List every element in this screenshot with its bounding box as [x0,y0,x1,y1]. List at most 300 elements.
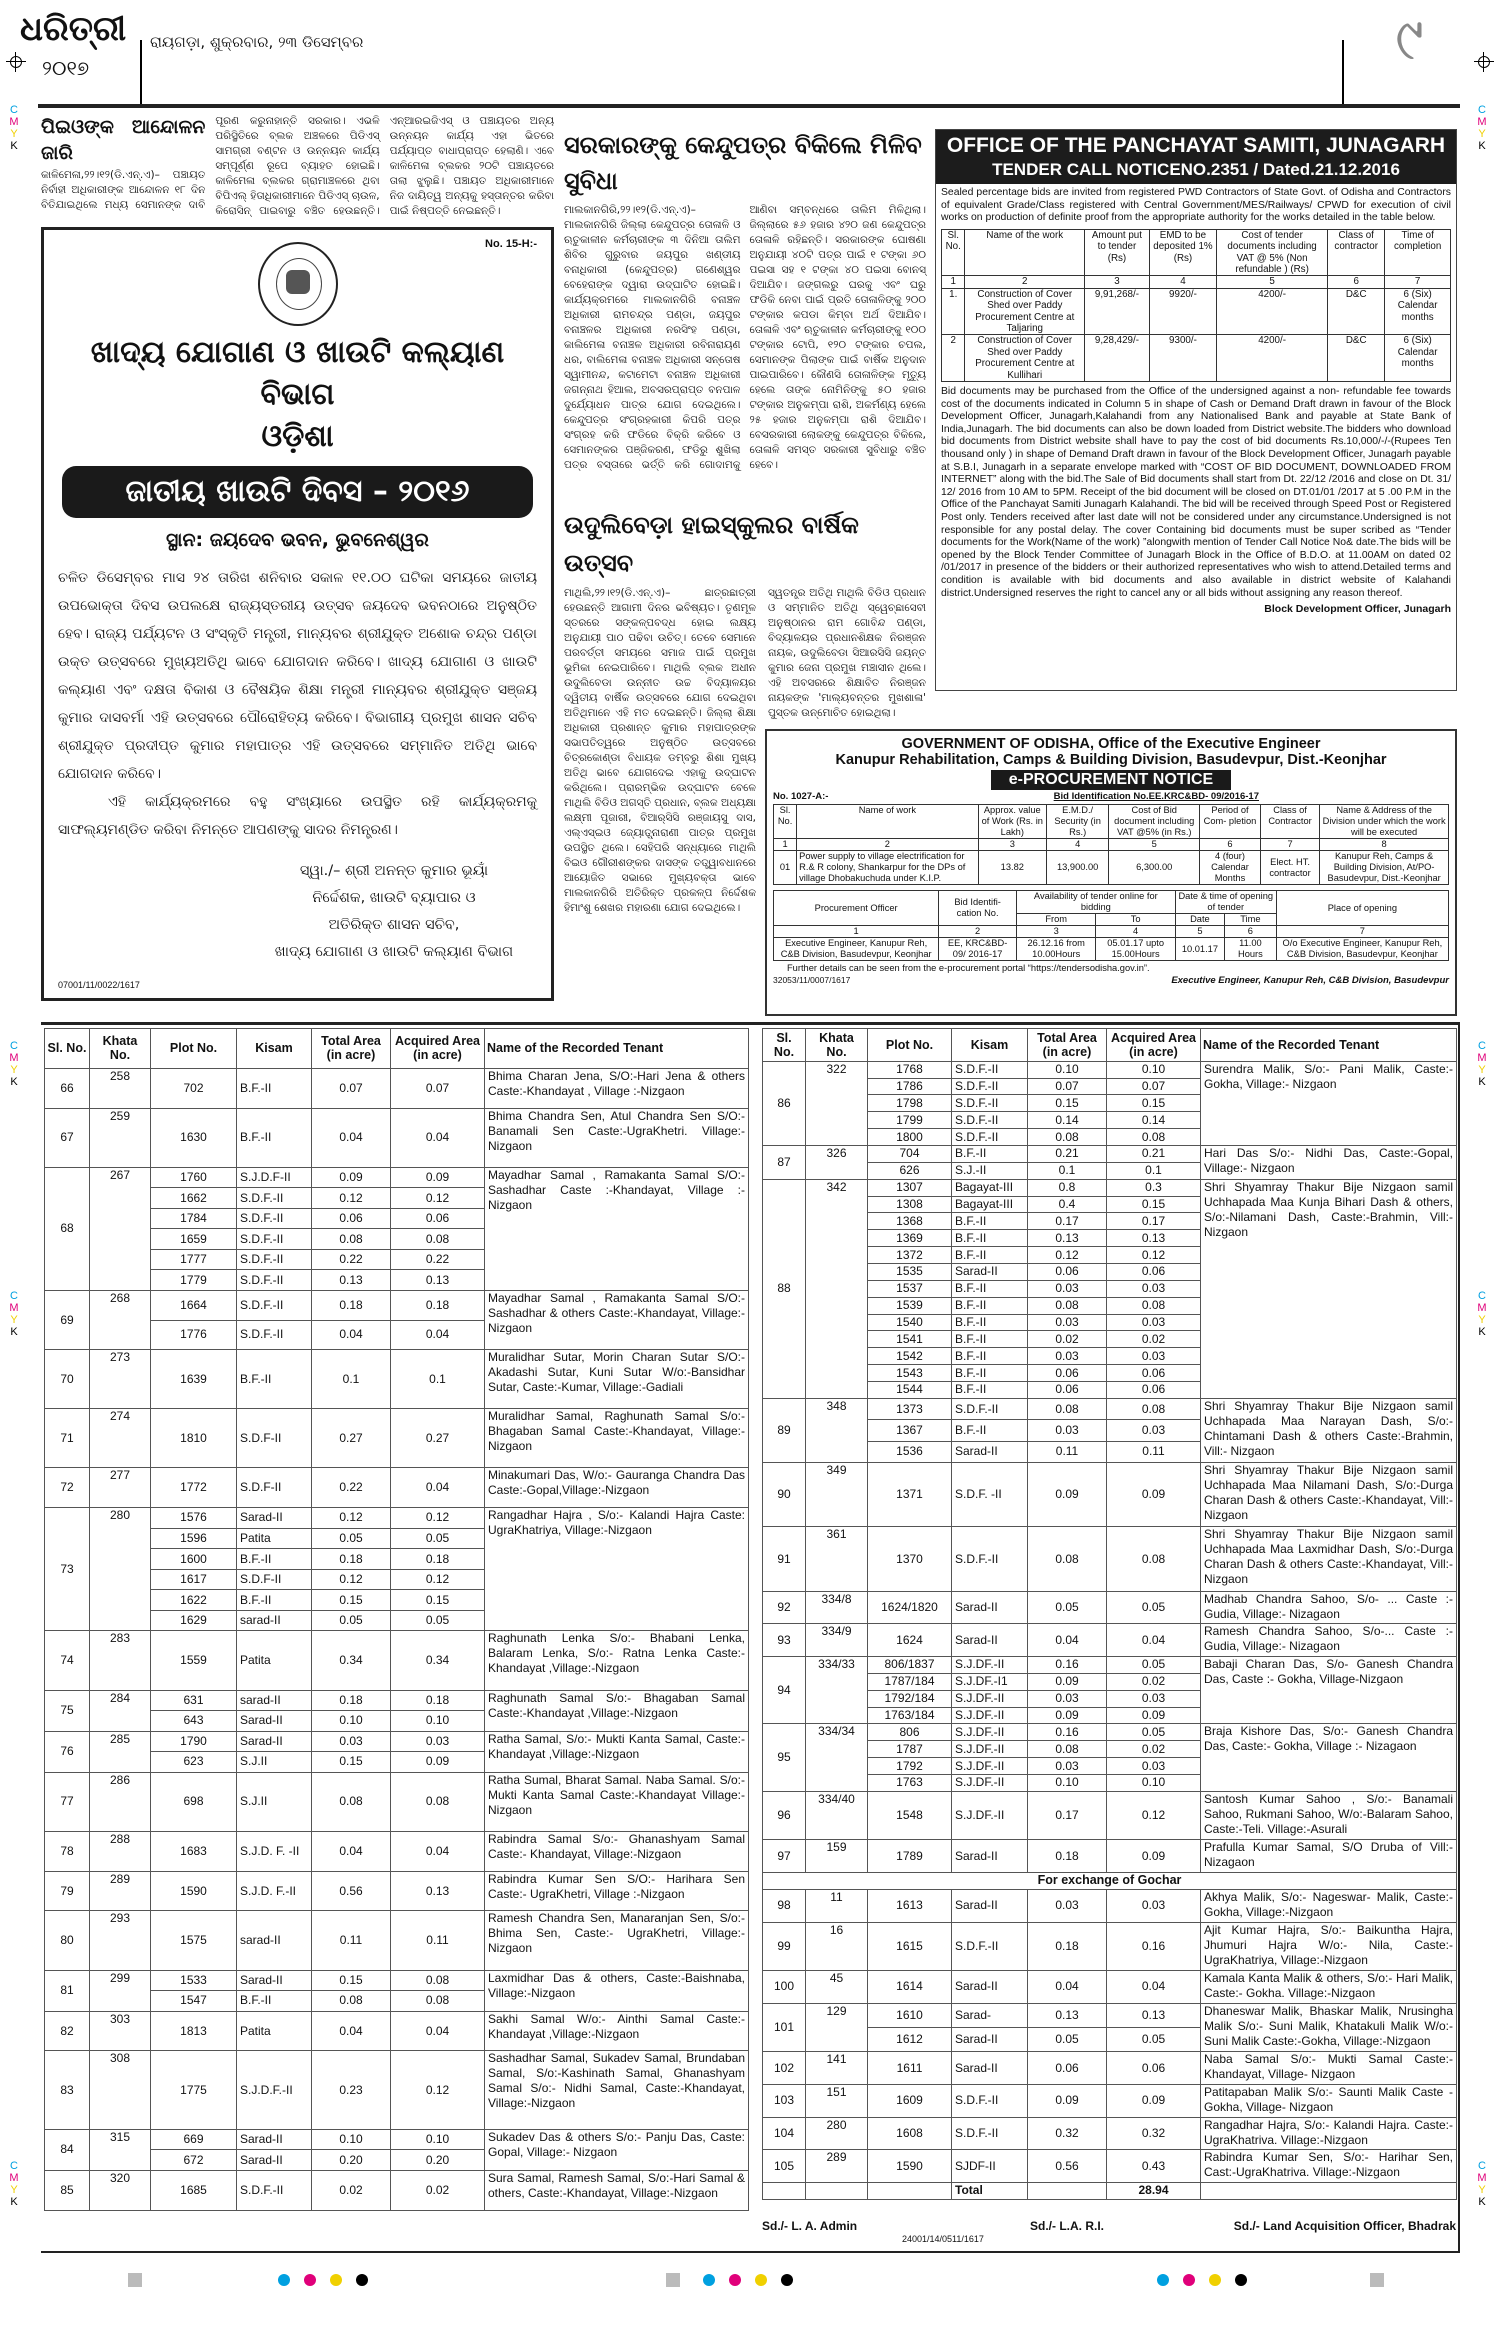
kisam: S.J.D. F. -II [237,1831,312,1871]
e-procurement-notice [765,729,1457,1016]
masthead-year: ୨୦୧୭ [42,56,90,80]
table-row [45,1631,749,1690]
plot-number: 1662 [151,1188,237,1209]
acquired-area: 0.13 [1107,1230,1201,1247]
acquired-area: 0.05 [1107,1591,1201,1624]
cmyk-mark [1476,1290,1488,1338]
kisam: B.F.-II [952,1297,1028,1314]
cmyk-letter: C [10,1040,18,1052]
cmyk-letter: K [10,2196,18,2208]
plot-number: 1575 [151,1911,237,1970]
total-area: 0.08 [1028,1129,1107,1146]
plot-number: 702 [151,1068,237,1108]
kisam: Sarad-II [952,1624,1028,1657]
acquired-area: 0.05 [1107,1657,1201,1674]
divider [1342,40,1344,108]
tenant-name: Sakhi Samal W/o:- Ainthi Samal Caste:-Khandayat ,Village:-Nizgaon [485,2011,749,2051]
acquired-area: 0.09 [1107,1840,1201,1873]
acquired-area: 0.15 [1107,1095,1201,1112]
khata-number: 303 [90,2011,151,2051]
plot-number: 1617 [151,1569,237,1590]
kisam: B.F.-II [952,1280,1028,1297]
cmyk-letter: K [1478,1326,1486,1338]
kisam: B.F.-II [237,1108,312,1167]
land-table-left [44,1028,749,2211]
total-area: 0.05 [1028,1591,1107,1624]
color-dot [278,2274,290,2286]
khata-number: 349 [806,1463,868,1527]
total-area: 0.56 [312,1871,391,1911]
plot-number: 1624/1820 [868,1591,952,1624]
serial-number: 97 [763,1840,806,1873]
tenant-name: Sukadev Das & others S/o:- Panju Das, Caste: Gopal, Village:- Nizgaon [485,2129,749,2170]
kisam: Sarad-II [952,1263,1028,1280]
serial-number: 82 [45,2011,90,2051]
table-row [45,1970,749,1991]
registration-mark [1474,52,1494,72]
tenant-name: Mayadhar Samal , Ramakanta Samal S/O:-Sashadhar & others Caste:-Khandayat, Village:-Nizgaon [485,1291,749,1350]
acquired-area: 0.43 [1107,2150,1201,2183]
acquired-area: 0.13 [391,1871,485,1911]
acquired-area: 0.22 [391,1249,485,1270]
serial-number: 73 [45,1508,90,1631]
total-area: 0.23 [312,2051,391,2129]
khata-number: 289 [90,1871,151,1911]
table-row [763,2052,1457,2085]
tenant-name: Surendra Malik, S/o:- Pani Malik, Caste:-Gokha, Village:- Nizgaon [1201,1061,1457,1145]
plot-number: 1772 [151,1468,237,1508]
acquired-area: 0.10 [1107,1061,1201,1078]
total-area: 0.1 [1028,1162,1107,1179]
plot-number: 1685 [151,2170,237,2210]
column-number: 2 [965,276,1085,288]
plot-number: 1372 [868,1247,952,1264]
acquired-area: 0.06 [1107,1382,1201,1399]
serial-number: 105 [763,2150,806,2183]
table-row [45,1167,749,1188]
cmyk-letter: Y [1478,2184,1486,2196]
plot-number: 1629 [151,1610,237,1631]
column-header: Class of contractor [1328,229,1385,276]
serial-number: 77 [45,1772,90,1831]
column-header: Cost of tender documents including VAT @ 5% (Non refundable ) (Rs) [1217,229,1328,276]
total-area: 0.04 [312,1320,391,1350]
total-area: 0.13 [312,1270,391,1291]
kisam: Bagayat-III [952,1179,1028,1196]
color-dot [703,2274,715,2286]
kisam: S.D.F. -II [952,1463,1028,1527]
table-row [45,1871,749,1911]
acquired-area: 0.02 [391,2170,485,2210]
total-area: 0.06 [312,1208,391,1229]
plot-number: 1547 [151,1991,237,2012]
signatory-name: ସ୍ୱା./– ଶ୍ରୀ ଅନନ୍ତ କୁମାର ଭୂୟାଁ [299,863,489,879]
table-header-row [45,1029,749,1069]
kisam: S.D.F.-II [952,2117,1028,2150]
table-row [45,2011,749,2051]
state-title: ଓଡ଼ିଶା [261,419,334,454]
serial-number: 102 [763,2052,806,2085]
acquired-area: 0.15 [1107,1196,1201,1213]
plot-number: 1614 [868,1971,952,2004]
tenant-name: Muralidhar Sutar, Morin Charan Sutar S/O:-Akadashi Sutar, Kuni Sutar W/o:-Bansidhar Sutar, Caste:-Kumar, Village:-Gadiali [485,1350,749,1409]
acquired-area: 0.08 [1107,1129,1201,1146]
acquired-area: 0.10 [391,2129,485,2150]
cmyk-letter: C [1478,1040,1486,1052]
serial-number: 84 [45,2129,90,2170]
plot-number: 698 [151,1772,237,1831]
section-label: For exchange of Gochar [763,1873,1457,1890]
kisam: S.J.DF.-II [952,1657,1028,1674]
headline: ଉଦୁଲିବେଡ଼ା ହାଇସ୍କୁଲର ବାର୍ଷିକ ଉତ୍ସବ [564,511,859,577]
serial-number: 86 [763,1061,806,1145]
ad-code: 07001/11/0022/1617 [58,980,140,990]
headline: ସରକାରଙ୍କୁ କେନ୍ଦୁପତ୍ର ବିକିଲେ ମିଳିବ ସୁବିଧା [564,131,922,195]
plot-number: 1787/184 [868,1673,952,1690]
column-number-row [942,276,1451,288]
total-area: 0.04 [1028,1624,1107,1657]
plot-number: 1799 [868,1112,952,1129]
kisam: S.D.F.-II [952,1061,1028,1078]
total-area: 0.12 [312,1569,391,1590]
table-row [45,1409,749,1468]
kisam: B.F.-II [952,1247,1028,1264]
column-number: 5 [1217,276,1328,288]
table-row [763,2150,1457,2183]
tenant-name: Sura Samal, Ramesh Samal, S/o:-Hari Samal & others, Caste:-Khandayat, Village:-Nizgaon [485,2170,749,2210]
kisam: S.D.F-II [237,1409,312,1468]
color-dot [304,2274,316,2286]
gray-patch [1370,2273,1384,2287]
khata-number: 285 [90,1731,151,1772]
total-area: 0.08 [312,1772,391,1831]
table-cell: Executive Engineer, Kanupur Reh, C&B Division, Basudevpur, Keonjhar [774,938,939,961]
total-area: 0.12 [312,1508,391,1529]
tenant-name: Akhya Malik, S/o:- Nageswar- Malik, Caste:- Gokha, Village:-Nizgaon [1201,1889,1457,1922]
cmyk-letter: K [1478,2196,1486,2208]
acquired-area: 0.09 [391,1752,485,1773]
table-row [45,2051,749,2129]
kisam: S.J.-II [952,1162,1028,1179]
empty-cell [868,2182,952,2199]
plot-number: 1542 [868,1348,952,1365]
column-number: 1 [942,276,965,288]
serial-number: 90 [763,1463,806,1527]
column-number: 7 [1276,926,1448,938]
acquired-area: 0.08 [391,1229,485,1250]
kisam: B.F.-II [237,1549,312,1570]
total-area: 0.04 [1028,1971,1107,2004]
table-row [45,1508,749,1529]
plot-number: 704 [868,1145,952,1162]
plot-number: 1613 [868,1889,952,1922]
kisam: B.F.-II [952,1348,1028,1365]
table-row [45,1468,749,1508]
empty-cell [1028,2182,1107,2199]
kisam: Sarad-II [237,1508,312,1529]
khata-number: 322 [806,1061,868,1145]
tenant-name: Dhaneswar Malik, Bhaskar Malik, Nrusingha Malik S/o:- Suni Malik, Khatakuli Malik W/o:- Suni Malik Caste:-Gokha, Village:-Nizgaon [1201,2003,1457,2051]
cmyk-letter: C [1478,1290,1486,1302]
cmyk-letter: M [9,116,19,128]
total-area: 0.27 [312,1409,391,1468]
acquired-area: 0.02 [1107,1331,1201,1348]
total-area: 0.09 [1028,1463,1107,1527]
acquired-area: 0.15 [391,1590,485,1611]
serial-number: 98 [763,1889,806,1922]
total-area: 0.4 [1028,1196,1107,1213]
acquired-area: 0.13 [1107,2003,1201,2027]
plot-number: 1622 [151,1590,237,1611]
kisam: Sarad-II [952,1591,1028,1624]
table-row [45,1911,749,1970]
table-row [763,1179,1457,1196]
khata-number: 334/34 [806,1724,868,1791]
total-area: 0.08 [1028,1297,1107,1314]
acquired-area: 0.11 [391,1911,485,1970]
plot-number: 1664 [151,1291,237,1321]
plot-number: 1539 [868,1297,952,1314]
column-number: 2 [939,926,1017,938]
consumer-day-advertisement [41,227,554,1001]
acquired-area: 0.04 [391,1468,485,1508]
acquired-area: 0.16 [1107,1922,1201,1970]
total-area: 0.08 [1028,1398,1107,1419]
total-area: 0.12 [312,1188,391,1209]
cmyk-letter: Y [1478,128,1486,140]
serial-number: 95 [763,1724,806,1791]
signatory-title: ନିର୍ଦ୍ଦେଶକ, ଖାଉଟି ବ୍ୟାପାର ଓ [312,890,476,906]
tenant-name: Shri Shyamray Thakur Bije Nizgaon samil Uchhapada Maa Narayan Dash, S/o:-Chintamani Dash & others Caste:-Brahmin, Vill:- Nizgaon [1201,1398,1457,1462]
serial-number: 74 [45,1631,90,1690]
column-header: Bid Identifi- cation No. [939,891,1017,926]
acquired-area: 0.11 [1107,1441,1201,1462]
plot-number: 1810 [151,1409,237,1468]
acquired-area: 0.08 [1107,1297,1201,1314]
serial-number: 78 [45,1831,90,1871]
signature-la-ri: Sd./- L.A. R.I. [1030,2219,1104,2233]
plot-number: 1371 [868,1463,952,1527]
cmyk-mark [8,1040,20,1088]
total-area: 0.04 [312,1108,391,1167]
table-cell: EE, KRC&BD- 09/ 2016-17 [939,938,1017,961]
total-area: 0.13 [1028,2003,1107,2027]
plot-number: 1600 [151,1549,237,1570]
table-row [763,1463,1457,1527]
acquired-area: 0.05 [391,1610,485,1631]
plot-number: 1537 [868,1280,952,1297]
tender-header [936,130,1456,184]
bid-identification: Bid Identification No.EE.KRC&BD- 09/2016-17 [1053,791,1259,802]
cmyk-letter: M [9,1302,19,1314]
acquired-area: 0.03 [1107,1889,1201,1922]
kisam: S.J.D.F.-II [237,2051,312,2129]
plot-number: 1367 [868,1420,952,1441]
cmyk-letter: M [1477,116,1487,128]
kisam: B.F.-II [237,1068,312,1108]
table-row [763,1061,1457,1078]
serial-number: 93 [763,1624,806,1657]
color-dot [1209,2274,1221,2286]
total-area: 0.21 [1028,1145,1107,1162]
empty-cell [806,2182,868,2199]
newspaper-logo: ଧରିତ୍ରୀ [20,9,127,49]
serial-number: 68 [45,1167,90,1290]
total-area: 0.1 [312,1350,391,1409]
total-area: 0.18 [312,1690,391,1711]
table-cell: 13.82 [978,851,1046,885]
khata-number: 280 [90,1508,151,1631]
kisam: Sarad-II [237,1731,312,1752]
plot-number: 1536 [868,1441,952,1462]
header-rule [38,104,1460,108]
tenant-name: Muralidhar Samal, Raghunath Samal S/o:-Bhagaban Samal Caste:-Khandayat, Village:-Nizgaon [485,1409,749,1468]
total-area: 0.04 [312,1831,391,1871]
serial-number: 69 [45,1291,90,1350]
column-header: Approx. value of Work (Rs. in Lakh) [978,805,1046,839]
tenant-name: Ramesh Chandra Sen, Manaranjan Sen, S/o:-Bhima Sen, Caste:- UgraKhetri, Village:-Nizgaon [485,1911,749,1970]
acquired-area: 0.18 [391,1690,485,1711]
serial-number: 71 [45,1409,90,1468]
table-row [774,851,1449,885]
acquired-area: 0.09 [1107,2084,1201,2117]
plot-number: 1777 [151,1249,237,1270]
khata-number: 293 [90,1911,151,1970]
total-area: 0.03 [1028,1758,1107,1775]
khata-number: 342 [806,1179,868,1398]
table-cell: Power supply to village electrification for R.& R colony, Shankarpur for the DPs of village Dhobakuchuda under K.I.P. [797,851,978,885]
khata-number: 326 [806,1145,868,1179]
column-header: Time [1225,914,1277,926]
color-dot [1183,2274,1195,2286]
serial-number: 96 [763,1791,806,1839]
kisam: S.D.F.-II [237,1188,312,1209]
column-header: EMD to be deposited 1% (Rs) [1149,229,1216,276]
plot-number: 1760 [151,1167,237,1188]
dateline: ରାୟଗଡ଼ା, ଶୁକ୍ରବାର, ୨୩ ଡିସେମ୍ବର [150,33,364,51]
acquired-area: 0.09 [1107,1707,1201,1724]
total-area: 0.10 [312,2129,391,2150]
plot-number: 1611 [868,2052,952,2085]
kisam: Sarad-II [952,2027,1028,2051]
tenant-name: Ramesh Chandra Sahoo, S/o-... Caste :-Gudia, Village:- Nizagaon [1201,1624,1457,1657]
total-area: 0.18 [312,1549,391,1570]
khata-number: 258 [90,1068,151,1108]
total-area: 0.22 [312,1249,391,1270]
cmyk-letter: Y [10,1314,18,1326]
acquired-area: 0.18 [391,1549,485,1570]
acquired-area: 0.1 [391,1350,485,1409]
tenant-name: Kamala Kanta Malik & others, S/o:- Hari Malik, Caste:- Gokha. Village:-Nizgaon [1201,1971,1457,2004]
total-area: 0.08 [312,1991,391,2012]
acquired-area: 0.27 [391,1409,485,1468]
kisam: S.D.F.-II [237,1229,312,1250]
tenant-name: Ajit Kumar Hajra, S/o:- Baikuntha Hajra, Jhumuri Hajra W/o:- Nila, Caste:-UgraKhatriya, Village:-Nizgaon [1201,1922,1457,1970]
table-row [763,1624,1457,1657]
ad-signature [244,858,544,966]
khata-number: 286 [90,1772,151,1831]
plot-number: 1590 [151,1871,237,1911]
acquired-area: 0.04 [1107,1971,1201,2004]
article-body: ମାଲକାନଗିରି,୨୨।୧୨(ଡି.ଏନ୍.ଏ)– ମାଲକାନଗିରି ଜିଲ୍ଲା କେନ୍ଦୁପତ୍ର ତୋଳାଳି ଓ ଋତୁକାଳୀନ କର୍ମଚାରୀଙ୍କ ୩ ଦିନିଆ ତାଲିମ ଶିବିର ଗୁରୁବାର ଜୟପୁର ଖଣ୍ଡୀୟ ବନାଧିକାରୀ (କେନ୍ଦୁପତ୍ର) ଗଣେଶ୍ୱର ବେହେରାଙ୍କ ଦ୍ୱାରା ଉଦ୍‌ଘାଟିତ ହୋଇଛି। କାର୍ଯ୍ୟକ୍ରମରେ ମାଲକାନଗିରି ବନାଞ୍ଚଳ ଅଧିକାରୀ ରାମଚନ୍ଦ୍ର ପଣ୍ଡା, ଜୟପୁର ବନାଞ୍ଚଳର ଅଧିକାରୀ ନରସିଂହ ପଣ୍ଡା, କାଲିମେଳା ବନାଞ୍ଚଳ ଅଧିକାରୀ ରବିନାରାୟଣ ଧର, ବାଲିମେଳା ବନାଞ୍ଚଳ ଅଧିକାରୀ ସନ୍ତୋଷ ସ୍ୱାମୀନନ୍ଦ, କଟାମେଟା ବନାଞ୍ଚଳ ଅଧିକାରୀ ଜଗନ୍ନାଥ ହିଆଲ, ଅବସରପ୍ରାପ୍ତ ବନପାଳ ଦୁର୍ଯ୍ୟୋଧନ ପାତ୍ର ଯୋଗ ଦେଇଥିଲେ। କେନ୍ଦୁପତ୍ର ସଂଗ୍ରହକାରୀ କିପରି ପତ୍ର ସଂଗ୍ରହ କରି ଫଡିରେ ବିକ୍ରି କରିବେ ଓ ସେମାନଙ୍କର ପଞ୍ଜିକରଣ, ଫଡିରୁ ଶୁଖିଲା ପତ୍ର ବସ୍ତାରେ ଭର୍ତ୍ତି କରି ଗୋଦାମକୁ ଆଣିବା ସମ୍ବନ୍ଧରେ ତାଲିମ ମିଳିଥିଲା। ଜିଲ୍ଲାରେ ୫୬ ହଜାର ୪୨୦ ଜଣ କେନ୍ଦୁପତ୍ର ତୋଳାଳି ରହିଛନ୍ତି। ସରକାରଙ୍କ ଘୋଷଣା ଅନୁଯାୟୀ ୪୦ଟି ପତ୍ର ପାଇଁ ୧ ଟଙ୍କା ୬୦ ପଇସା ସହ ୧ ଟଙ୍କା ୪୦ ପଇସା ବୋନସ୍ ଦିଆଯିବ। ଜଙ୍ଗଲରୁ ଘରକୁ ଏବଂ ଘରୁ ଫଡିକି ନେବା ପାଇଁ ପ୍ରତି ତୋଳାଳିଙ୍କୁ ୨୦୦ ଟଙ୍କାର କପଡା କିମ୍ବା ଅର୍ଥ ଦିଆଯିବ। ତୋଳାଳି ଏବଂ ଋତୁକାଳୀନ କର୍ମଚାରୀଙ୍କୁ ୧୦୦ ଟଙ୍କାର ଟୋପି, ୧୨୦ ଟଙ୍କାର ଚପଲ, ସେମାନଙ୍କ ପିଲାଙ୍କ ପାଇଁ ବାର୍ଷିକ ଅନୁଦାନ ପାଇପାରିବେ। କୌଣସି ତୋଳାଳିଙ୍କ ମୃତ୍ୟୁ ହେଲେ ତାଙ୍କ ନୋମିନିଙ୍କୁ ୫୦ ହଜାର ଟଙ୍କାର ଅନୁକମ୍ପା ରାଶି, ଅକର୍ମଣ୍ୟ ହେଲେ ୨୫ ହଜାର ଅନୁକମ୍ପା ରାଶି ଦିଆଯିବ। ବେସରକାରୀ ଲୋକଙ୍କୁ କେନ୍ଦୁପତ୍ର ବିକିଲେ, ତୋଳାଳି ସମସ୍ତ ସରକାରୀ ସୁବିଧାରୁ ବଞ୍ଚିତ ହେବେ। [564,204,926,471]
serial-number: 101 [763,2003,806,2051]
total-area: 0.18 [312,1291,391,1321]
table-row [45,1108,749,1167]
ad-body [58,564,537,844]
column-number-row [774,926,1449,938]
acquired-area: 0.04 [391,1320,485,1350]
column-number: 5 [1175,926,1224,938]
acquired-area: 0.20 [391,2150,485,2171]
table-cell: Elect. HT. contractor [1260,851,1319,885]
kisam: Patita [237,2011,312,2051]
acquired-area: 0.21 [1107,1145,1201,1162]
table-row [763,2117,1457,2150]
kisam: Sarad-II [952,1840,1028,1873]
tender-intro: Sealed percentage bids are invited from registered PWD Contractors of State Govt. of Odisha and Contractors of equivalent Grade/Class registered with Central Government/MES/Railways/ CPWD for execution of civil works on production of definite proof from the appropriate authority for the works detailed in the table below. [941,187,1451,224]
total-area: 0.03 [1028,1314,1107,1331]
table-cell: 10.01.17 [1175,938,1224,961]
acquired-area: 0.07 [1107,1078,1201,1095]
signatory-title: ଅତିରିକ୍ତ ଶାସନ ସଚିବ, [328,917,460,933]
acquired-area: 0.12 [391,1188,485,1209]
acquired-area: 0.13 [391,1270,485,1291]
serial-number: 70 [45,1350,90,1409]
plot-number: 1559 [151,1631,237,1690]
kisam: B.F.-II [237,1350,312,1409]
khata-number: 308 [90,2051,151,2129]
total-area: 0.05 [312,1610,391,1631]
acquired-area: 0.03 [1107,1314,1201,1331]
kisam: B.F.-II [952,1420,1028,1441]
column-number: 6 [1225,926,1277,938]
column-number: 6 [1200,839,1261,851]
kisam: Patita [237,1528,312,1549]
acquired-area: 0.04 [1107,1624,1201,1657]
kisam: B.F.-II [952,1230,1028,1247]
serial-number: 79 [45,1871,90,1911]
cmyk-letter: C [10,1290,18,1302]
khata-number: 268 [90,1291,151,1350]
plot-number: 1784 [151,1208,237,1229]
tender-subtitle: TENDER CALL NOTICENO.2351 / Dated.21.12.2016 [992,160,1400,179]
plot-number: 1790 [151,1731,237,1752]
odisha-emblem [258,242,338,326]
column-number: 7 [1385,276,1451,288]
cmyk-letter: M [9,1052,19,1064]
total-area: 0.03 [1028,1280,1107,1297]
plot-number: 1787 [868,1741,952,1758]
eproc-schedule-table [773,890,1449,961]
signature-la-officer: Sd./- Land Acquisition Officer, Bhadrak [1233,2219,1456,2233]
cmyk-letter: K [1478,140,1486,152]
kisam: B.F.-II [952,1365,1028,1382]
kisam: Sarad-II [952,1889,1028,1922]
serial-number: 94 [763,1657,806,1724]
acquired-area: 0.06 [1107,2052,1201,2085]
plot-number: 1683 [151,1831,237,1871]
total-row [763,2182,1457,2199]
plot-number: 1763 [868,1775,952,1792]
kisam: Sarad-II [237,2150,312,2171]
print-color-bar [0,2273,1500,2289]
khata-number: 334/9 [806,1624,868,1657]
column-number: 1 [774,839,797,851]
plot-number: 1308 [868,1196,952,1213]
plot-number: 626 [868,1162,952,1179]
color-dot [729,2274,741,2286]
plot-number: 1624 [868,1624,952,1657]
